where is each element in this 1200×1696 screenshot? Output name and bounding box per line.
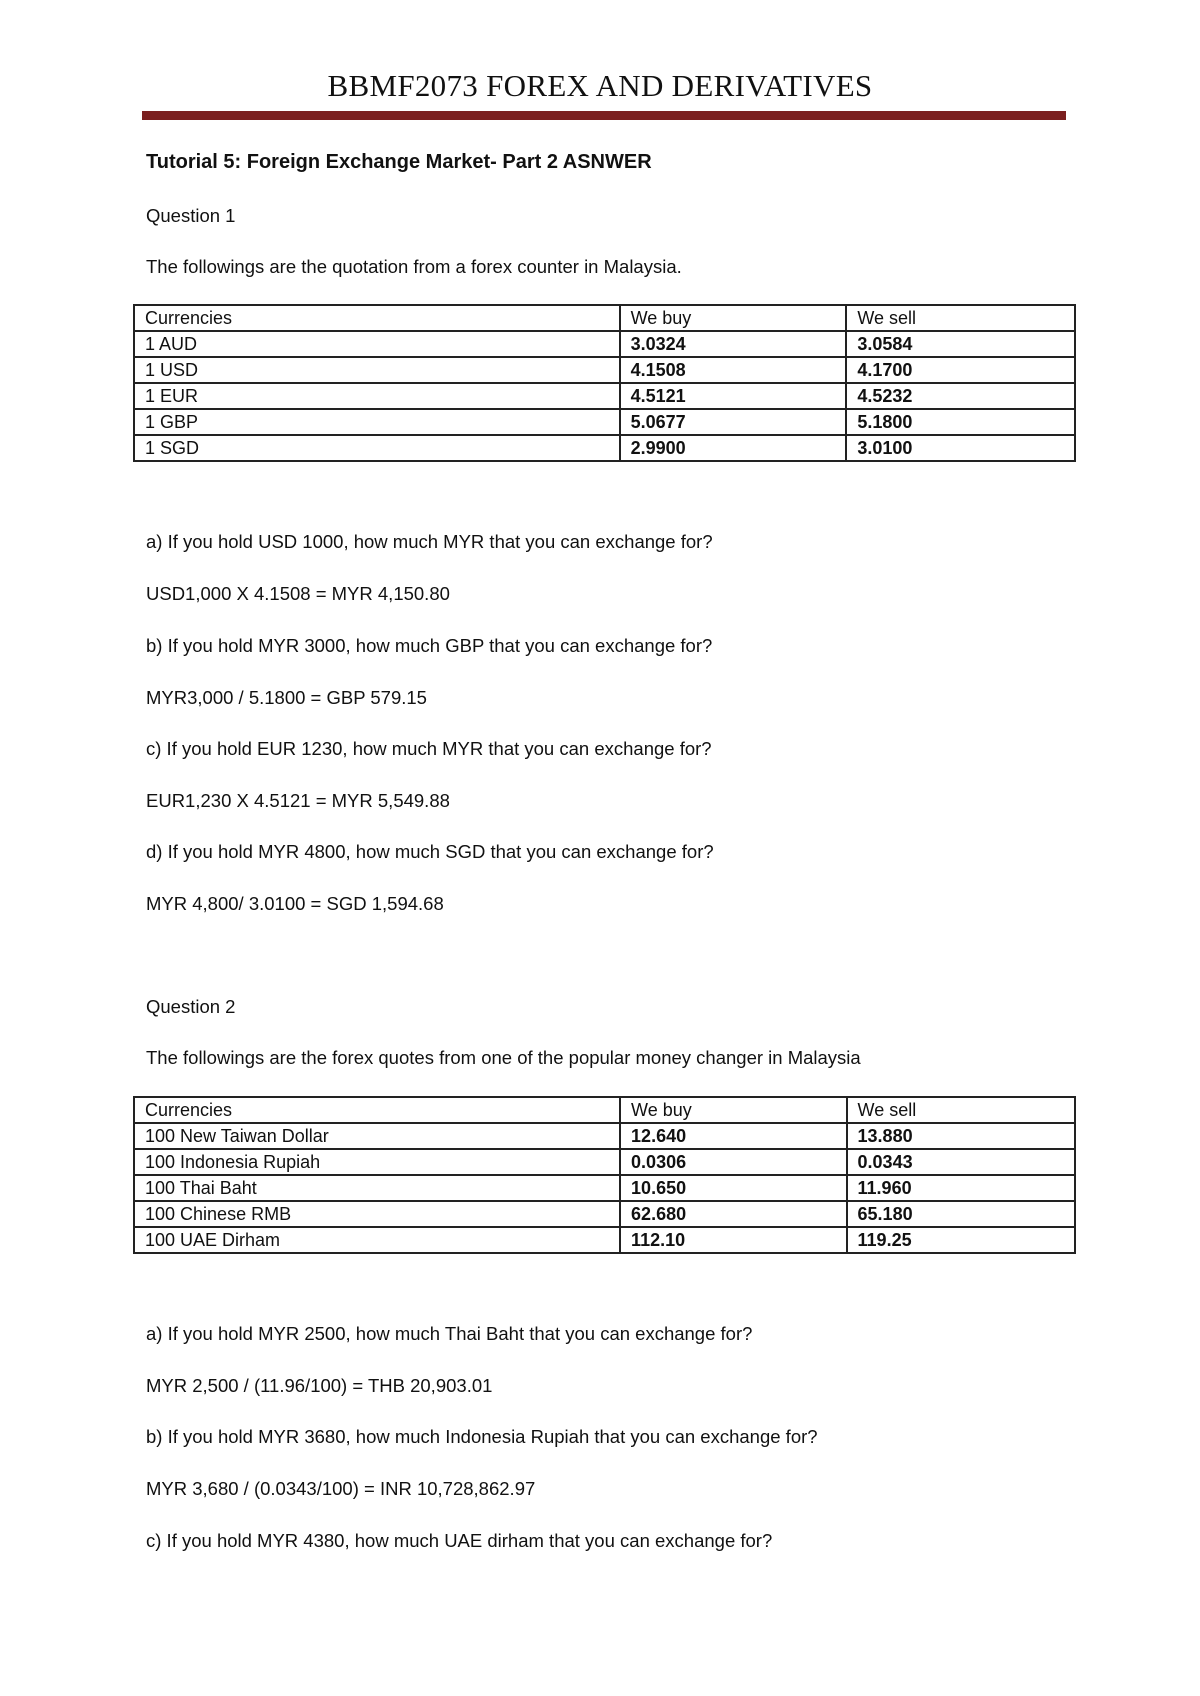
table-cell: 0.0306 [620,1149,846,1175]
table-row [134,383,1075,409]
table-cell: 1 SGD [134,435,620,461]
table-cell: 11.960 [847,1175,1075,1201]
table-row [134,409,1075,435]
table-row [134,1201,1075,1227]
q2-quote-table [133,1096,1076,1254]
q1c-question: c) If you hold EUR 1230, how much MYR that you can exchange for? [146,738,712,759]
q2c-question: c) If you hold MYR 4380, how much UAE dirham that you can exchange for? [146,1530,773,1551]
q2a-answer: MYR 2,500 / (11.96/100) = THB 20,903.01 [146,1375,493,1396]
q2-intro: The followings are the forex quotes from one of the popular money changer in Malaysia [146,1047,861,1068]
q1-quote-table [133,304,1076,462]
table-row [134,1123,1075,1149]
q1d-question: d) If you hold MYR 4800, how much SGD that you can exchange for? [146,841,714,862]
table-cell: 0.0343 [847,1149,1075,1175]
table-header-cell: Currencies [134,305,620,331]
table-cell: 4.1508 [620,357,847,383]
table-header-cell: We sell [846,305,1075,331]
q1b-answer: MYR3,000 / 5.1800 = GBP 579.15 [146,687,427,708]
page-header-title: BBMF2073 FOREX AND DERIVATIVES [327,68,873,103]
table-cell: 4.5121 [620,383,847,409]
header-rule [142,111,1066,120]
q2-heading: Question 2 [146,996,236,1017]
table-cell: 62.680 [620,1201,846,1227]
table-row [134,1175,1075,1201]
table-row [134,357,1075,383]
q2b-question: b) If you hold MYR 3680, how much Indonesia Rupiah that you can exchange for? [146,1426,818,1447]
table-header-cell: We sell [847,1097,1075,1123]
table-cell: 2.9900 [620,435,847,461]
q1-intro: The followings are the quotation from a forex counter in Malaysia. [146,256,682,277]
table-cell: 112.10 [620,1227,846,1253]
table-row [134,1227,1075,1253]
table-row [134,435,1075,461]
table-header-cell: We buy [620,1097,846,1123]
table-cell: 3.0100 [846,435,1075,461]
table-row [134,1149,1075,1175]
table-header-cell: We buy [620,305,847,331]
table-cell: 3.0584 [846,331,1075,357]
table-cell: 100 Thai Baht [134,1175,620,1201]
table-cell: 5.0677 [620,409,847,435]
table-cell: 1 GBP [134,409,620,435]
tutorial-title: Tutorial 5: Foreign Exchange Market- Part 2 ASNWER [146,151,652,173]
table-cell: 13.880 [847,1123,1075,1149]
table-cell: 119.25 [847,1227,1075,1253]
q1b-question: b) If you hold MYR 3000, how much GBP that you can exchange for? [146,635,713,656]
table-cell: 100 Indonesia Rupiah [134,1149,620,1175]
q1a-question: a) If you hold USD 1000, how much MYR that you can exchange for? [146,531,713,552]
q2a-question: a) If you hold MYR 2500, how much Thai Baht that you can exchange for? [146,1323,753,1344]
q2b-answer: MYR 3,680 / (0.0343/100) = INR 10,728,862.97 [146,1478,536,1499]
table-cell: 1 EUR [134,383,620,409]
table-cell: 4.1700 [846,357,1075,383]
table-row [134,331,1075,357]
q1c-answer: EUR1,230 X 4.5121 = MYR 5,549.88 [146,790,450,811]
table-cell: 12.640 [620,1123,846,1149]
table-cell: 3.0324 [620,331,847,357]
table-cell: 100 New Taiwan Dollar [134,1123,620,1149]
table-cell: 1 USD [134,357,620,383]
table-header-row [134,1097,1075,1123]
table-header-row [134,305,1075,331]
table-cell: 65.180 [847,1201,1075,1227]
table-header-cell: Currencies [134,1097,620,1123]
q1-heading: Question 1 [146,205,236,226]
table-cell: 4.5232 [846,383,1075,409]
table-cell: 10.650 [620,1175,846,1201]
table-cell: 1 AUD [134,331,620,357]
table-cell: 5.1800 [846,409,1075,435]
q1a-answer: USD1,000 X 4.1508 = MYR 4,150.80 [146,583,450,604]
q1d-answer: MYR 4,800/ 3.0100 = SGD 1,594.68 [146,893,444,914]
table-cell: 100 UAE Dirham [134,1227,620,1253]
table-cell: 100 Chinese RMB [134,1201,620,1227]
